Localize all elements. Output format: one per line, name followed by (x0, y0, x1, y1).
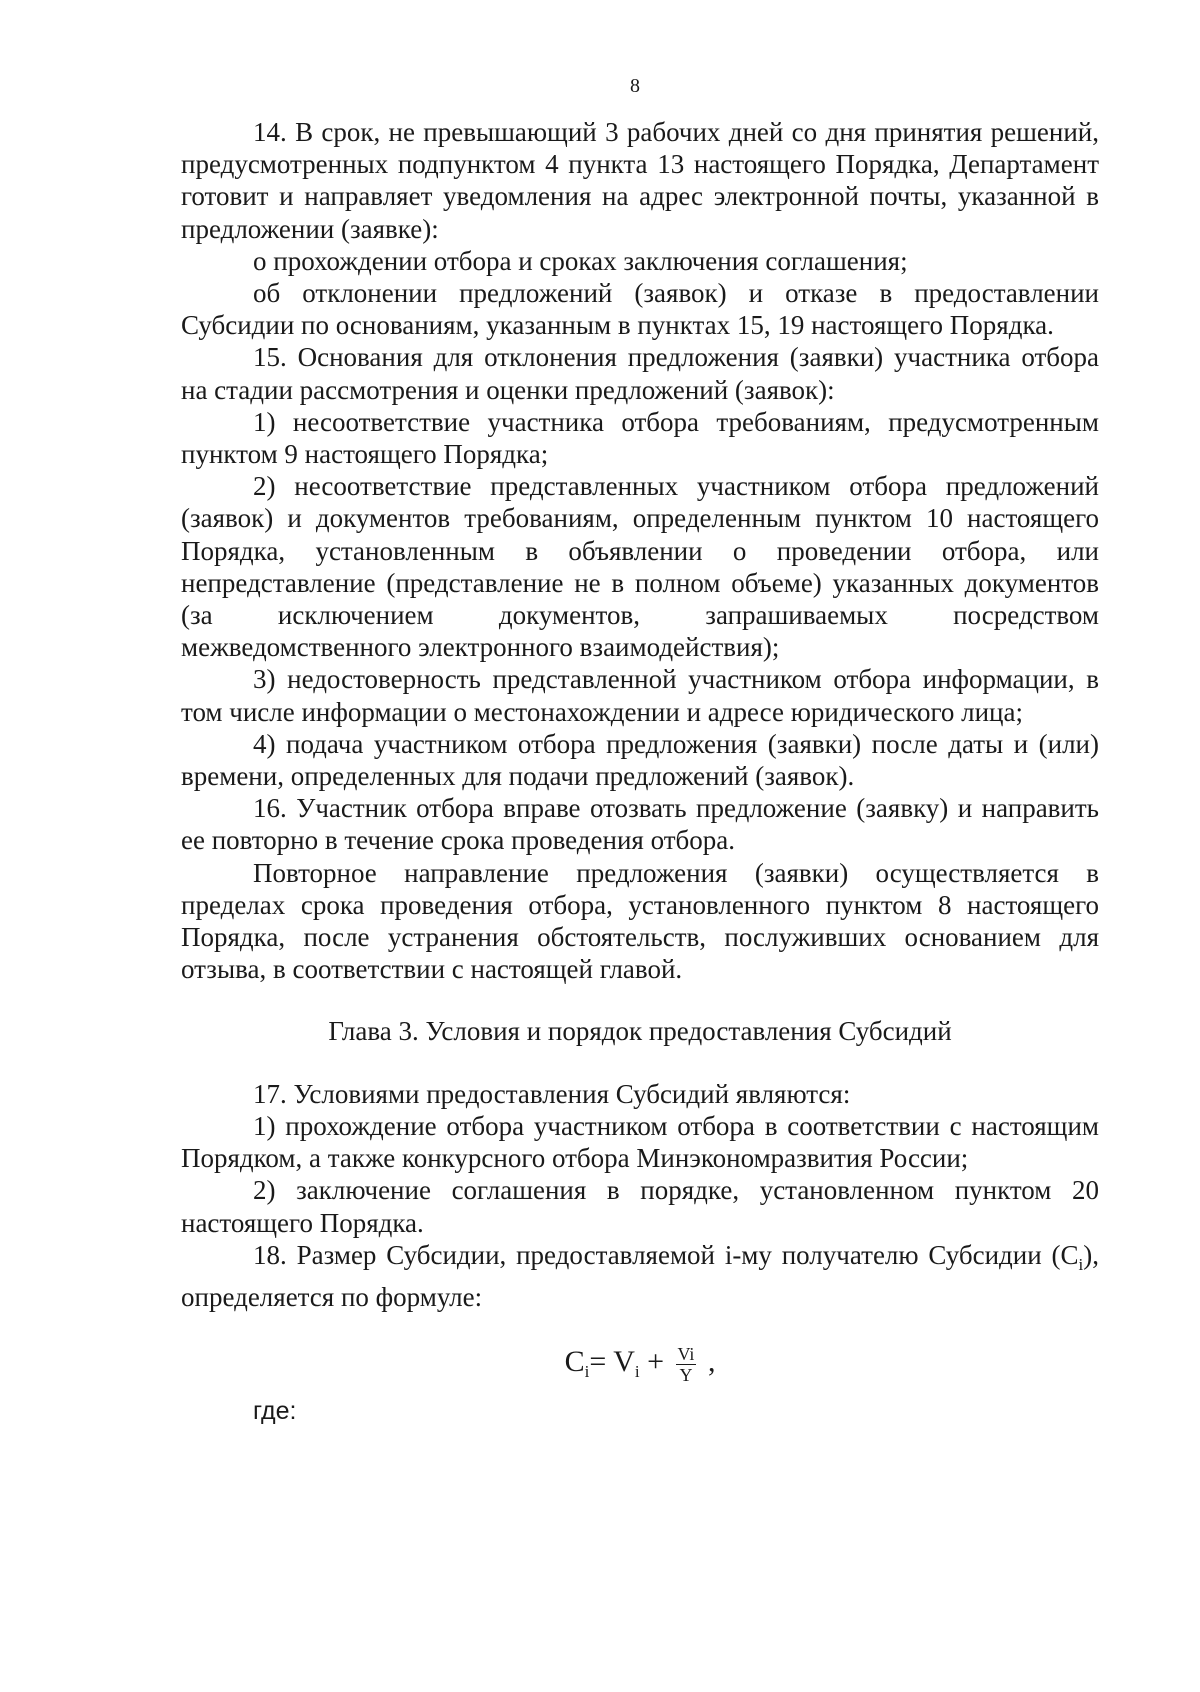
paragraph-17-item-2: 2) заключение соглашения в порядке, установленном пунктом 20 настоящего Порядка. (181, 1175, 1099, 1238)
paragraph-14: 14. В срок, не превышающий 3 рабочих дней со дня принятия решений, предусмотренных подпунктом 4 пункта 13 настоящего Порядка, Департамент готовит и направляет уведомления на адрес электронной почты, указанной в предложении (заявке): (181, 117, 1099, 244)
formula-trailing-comma: , (700, 1345, 716, 1379)
formula-lhs: C (564, 1345, 585, 1379)
paragraph-15: 15. Основания для отклонения предложения (заявки) участника отбора на стадии рассмотрения и оценки предложений (заявок): (181, 342, 1099, 405)
paragraph-18-text-end: ), определяется по формуле: (181, 1239, 1099, 1312)
chapter-title: Глава 3. Условия и порядок предоставления Субсидий (328, 1016, 952, 1047)
paragraph-15-item-4: 4) подача участником отбора предложения (заявки) после даты и (или) времени, определенных для подачи предложений (заявок). (181, 728, 1099, 792)
formula-plus: + (639, 1345, 672, 1379)
paragraph-17-item-1: 1) прохождение отбора участником отбора в соответствии с настоящим Порядком, а также конкурсного отбора Минэкономразвития России; (181, 1110, 1099, 1174)
paragraph-15-item-2: 2) несоответствие представленных участником отбора предложений (заявок) и документов требованиям, определенным пунктом 10 настоящего Порядка, установленным в объявлении о проведении отбора, или непредставление (представление не в полном объеме) указанных документов (за исключением документов, запрашиваемых посредством межведомственного электронного взаимодействия); (181, 471, 1099, 663)
formula-denominator: Y (679, 1364, 693, 1385)
paragraph-16: 16. Участник отбора вправе отозвать предложение (заявку) и направить ее повторно в течение срока проведения отбора. (181, 793, 1099, 856)
formula-numerator: Vi (677, 1343, 695, 1364)
page-number: 8 (630, 75, 640, 97)
paragraph-14-item-2: об отклонении предложений (заявок) и отказе в предоставлении Субсидии по основаниям, указанным в пунктах 15, 19 настоящего Порядка. (181, 278, 1099, 341)
formula-v-subscript: i (634, 1362, 640, 1382)
formula-lhs-subscript: i (584, 1362, 590, 1382)
formula-equals-v: = V (589, 1345, 635, 1379)
paragraph-18 (181, 1239, 1099, 1313)
document-body (181, 116, 1099, 1427)
paragraph-15-item-1: 1) несоответствие участника отбора требованиям, предусмотренным пунктом 9 настоящего Порядка; (181, 406, 1099, 470)
paragraph-17: 17. Условиями предоставления Субсидий являются: (253, 1078, 851, 1109)
paragraph-18-subscript: i (1078, 1254, 1084, 1274)
where-label: где: (253, 1397, 297, 1426)
formula-fraction (676, 1344, 697, 1385)
subsidy-formula (181, 1339, 1099, 1385)
paragraph-16-continued: Повторное направление предложения (заявки) осуществляется в пределах срока проведения отбора, установленного пунктом 8 настоящего Порядка, после устранения обстоятельств, послуживших основанием для отзыва, в соответствии с настоящей главой. (181, 857, 1099, 985)
paragraph-15-item-3: 3) недостоверность представленной участником отбора информации, в том числе информации о местонахождении и адресе юридического лица; (181, 664, 1099, 727)
paragraph-14-item-1: о прохождении отбора и сроках заключения соглашения; (253, 245, 908, 276)
paragraph-18-text-start: 18. Размер Субсидии, предоставляемой i-му получателю Субсидии (C (253, 1239, 1079, 1270)
